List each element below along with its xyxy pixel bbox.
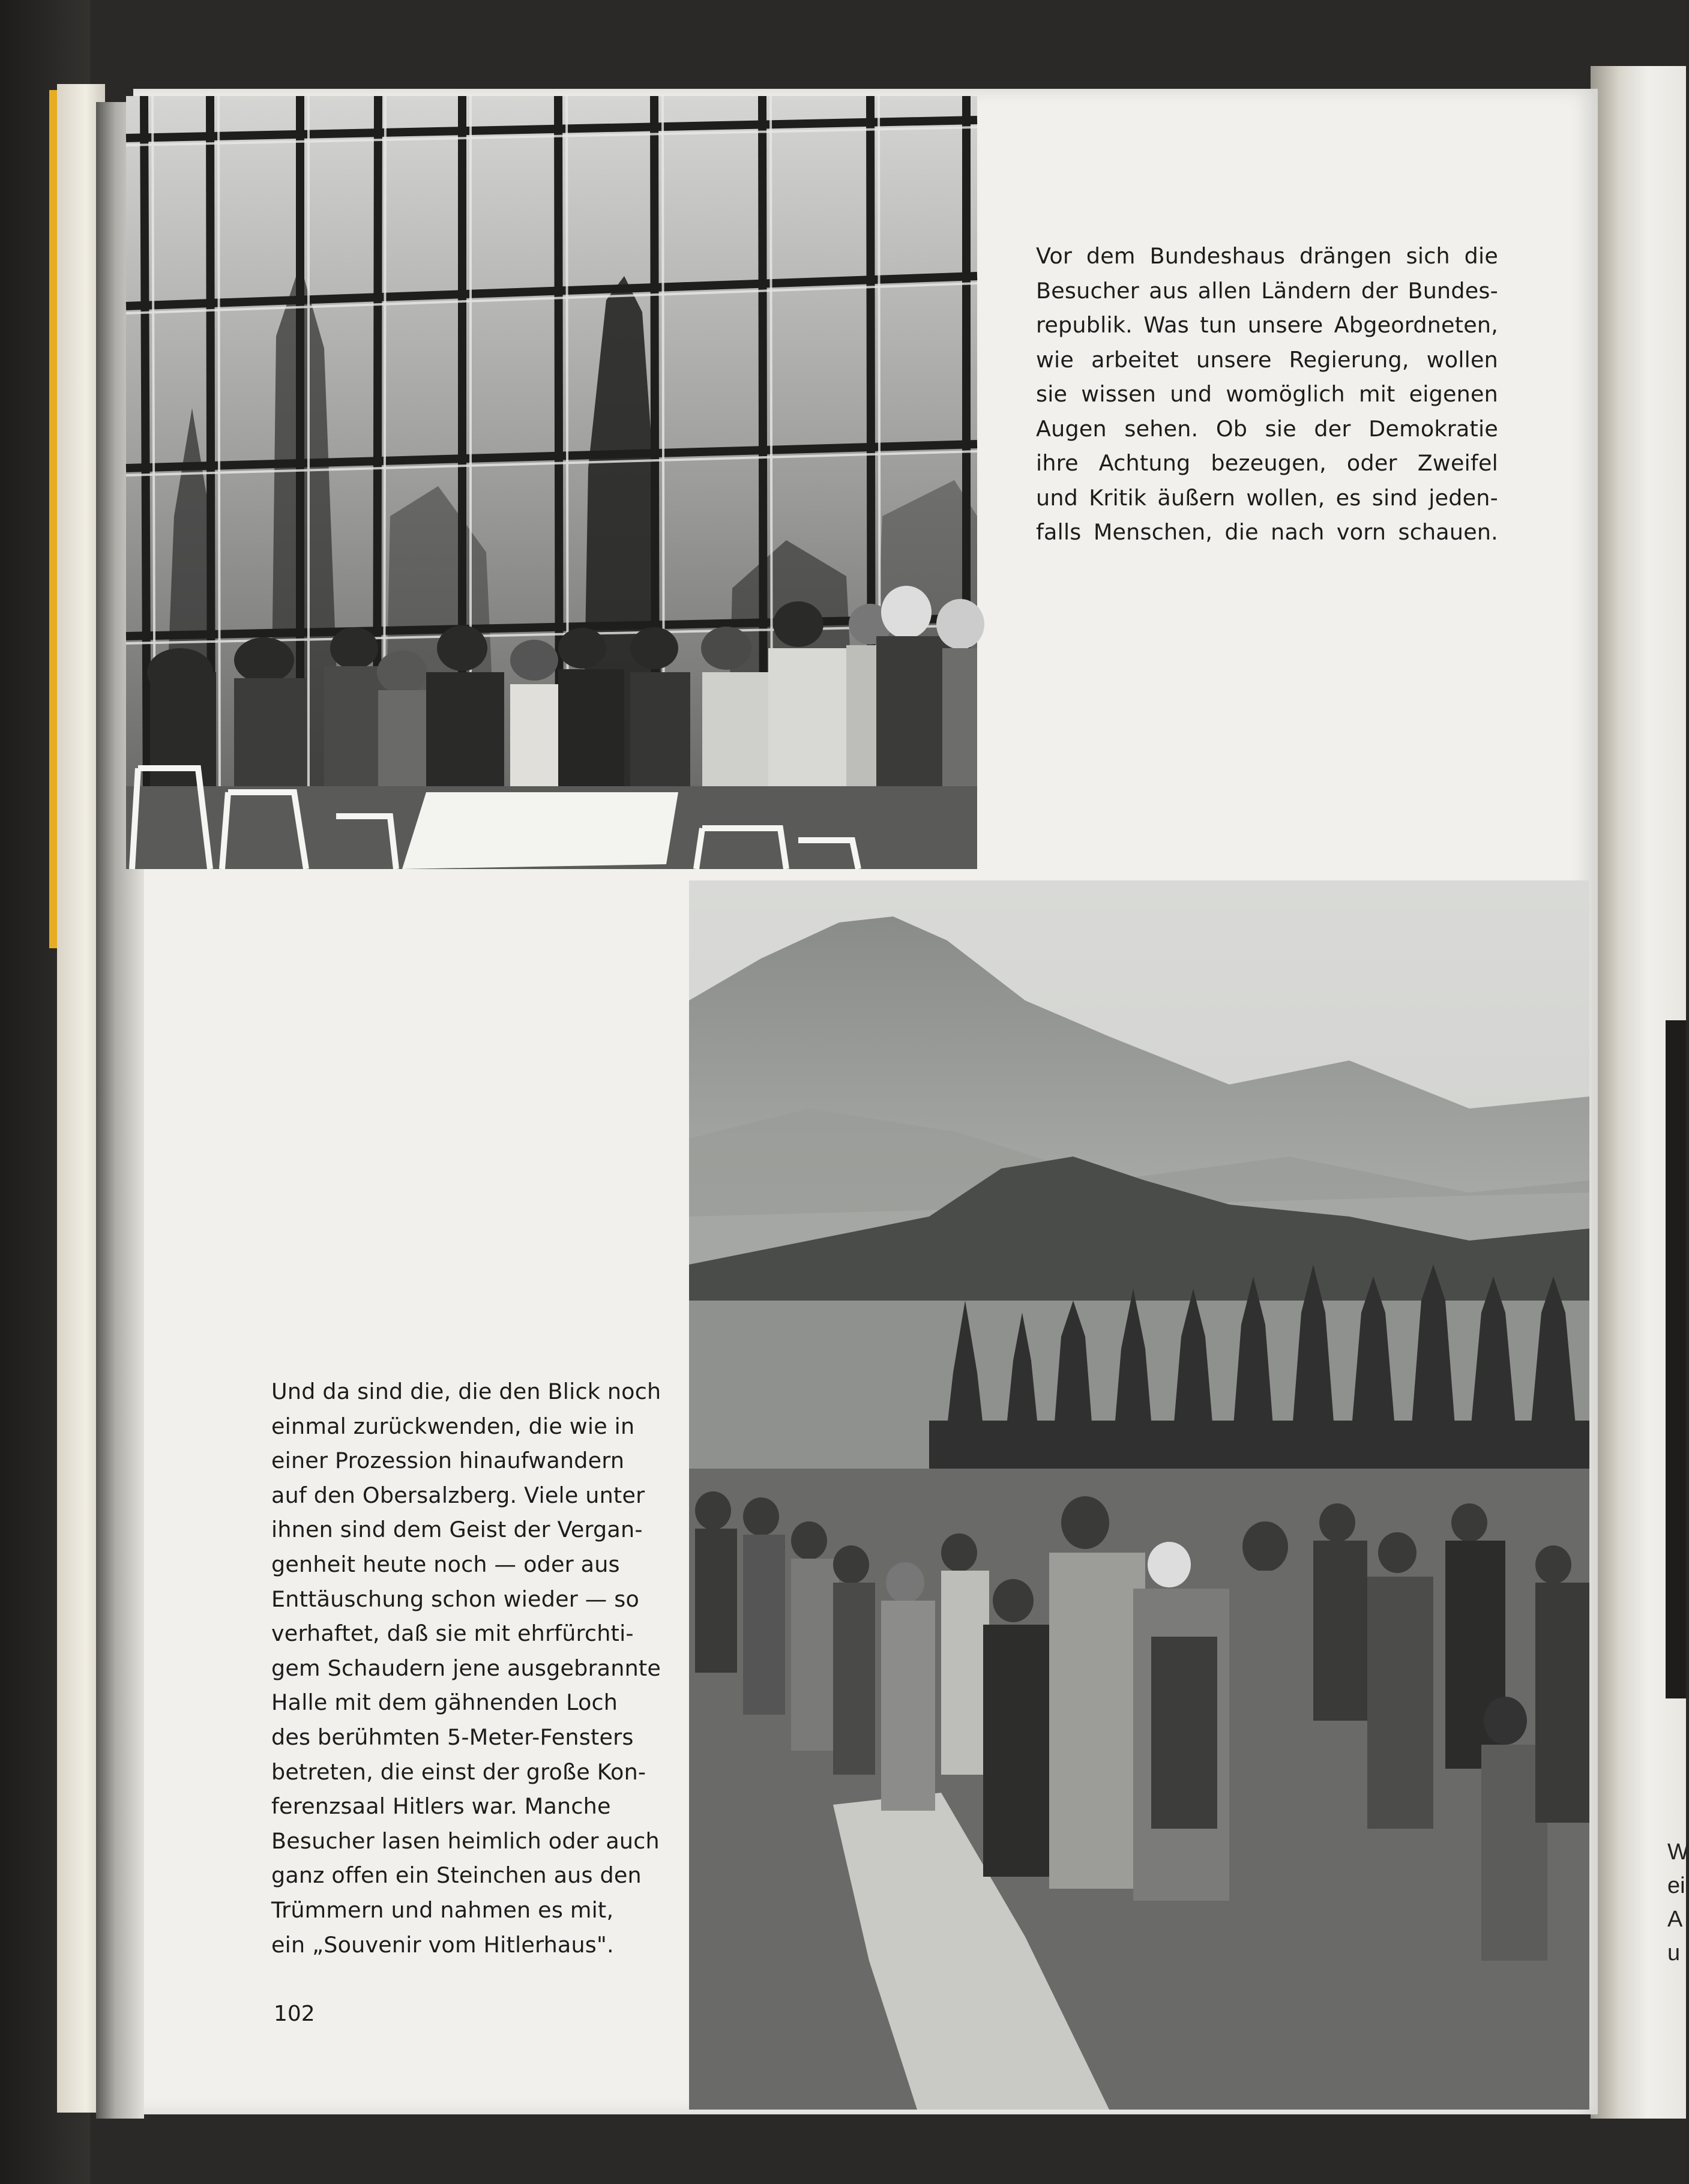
caption-line: genheit heute noch — oder aus bbox=[271, 1551, 620, 1577]
caption-line: Enttäuschung schon wieder — so bbox=[271, 1586, 639, 1612]
photo-obersalzberg-procession bbox=[689, 880, 1589, 2110]
caption-bundeshaus bbox=[1036, 239, 1498, 550]
caption-line: Vor dem Bundeshaus drängen sich die bbox=[1036, 243, 1498, 269]
caption-line: sie wissen und womöglich mit eigenen bbox=[1036, 381, 1498, 407]
caption-line: Augen sehen. Ob sie der Demokratie bbox=[1036, 415, 1498, 442]
caption-line: einer Prozession hinaufwandern bbox=[271, 1448, 625, 1474]
caption-line: Besucher aus allen Ländern der Bundes- bbox=[1036, 277, 1498, 304]
caption-line: ihre Achtung bezeugen, oder Zweifel bbox=[1036, 450, 1498, 476]
caption-line: und Kritik äußern wollen, es sind jeden- bbox=[1036, 484, 1498, 511]
next-page-text-fragment: ei bbox=[1667, 1873, 1685, 1898]
caption-line: Besucher lasen heimlich oder auch bbox=[271, 1828, 660, 1854]
photo-bundeshaus-visitors bbox=[126, 96, 977, 869]
caption-line: falls Menschen, die nach vorn schauen. bbox=[1036, 519, 1498, 545]
caption-line: ganz offen ein Steinchen aus den bbox=[271, 1862, 642, 1889]
caption-line: Trümmern und nahmen es mit, bbox=[271, 1897, 614, 1923]
caption-line: betreten, die einst der große Kon- bbox=[271, 1758, 646, 1785]
caption-line: einmal zurückwenden, die wie in bbox=[271, 1413, 635, 1439]
caption-line: gem Schaudern jene ausgebrannte bbox=[271, 1655, 661, 1681]
caption-line: wie arbeitet unsere Regierung, wollen bbox=[1036, 346, 1498, 373]
page-number: 102 bbox=[274, 2002, 315, 2026]
next-page-photo-fragment bbox=[1666, 1020, 1686, 1698]
caption-line: verhaftet, daß sie mit ehrfürchti- bbox=[271, 1620, 634, 1647]
caption-line: Und da sind die, die den Blick noch bbox=[271, 1379, 661, 1404]
caption-line: republik. Was tun unsere Abgeordneten, bbox=[1036, 312, 1498, 338]
caption-line: ihnen sind dem Geist der Vergan- bbox=[271, 1517, 643, 1543]
caption-line: des berühmten 5-Meter-Fensters bbox=[271, 1724, 634, 1750]
next-page-text-fragment: W bbox=[1667, 1840, 1689, 1865]
caption-line: ferenzsaal Hitlers war. Manche bbox=[271, 1793, 611, 1820]
caption-obersalzberg bbox=[271, 1374, 661, 1962]
caption-line: ein „Souvenir vom Hitlerhaus". bbox=[271, 1931, 614, 1958]
next-page-text-fragment: u bbox=[1667, 1940, 1681, 1966]
next-page-text-fragment: A bbox=[1667, 1907, 1683, 1932]
caption-line: Halle mit dem gähnenden Loch bbox=[271, 1689, 618, 1716]
caption-line: auf den Obersalzberg. Viele unter bbox=[271, 1482, 645, 1508]
